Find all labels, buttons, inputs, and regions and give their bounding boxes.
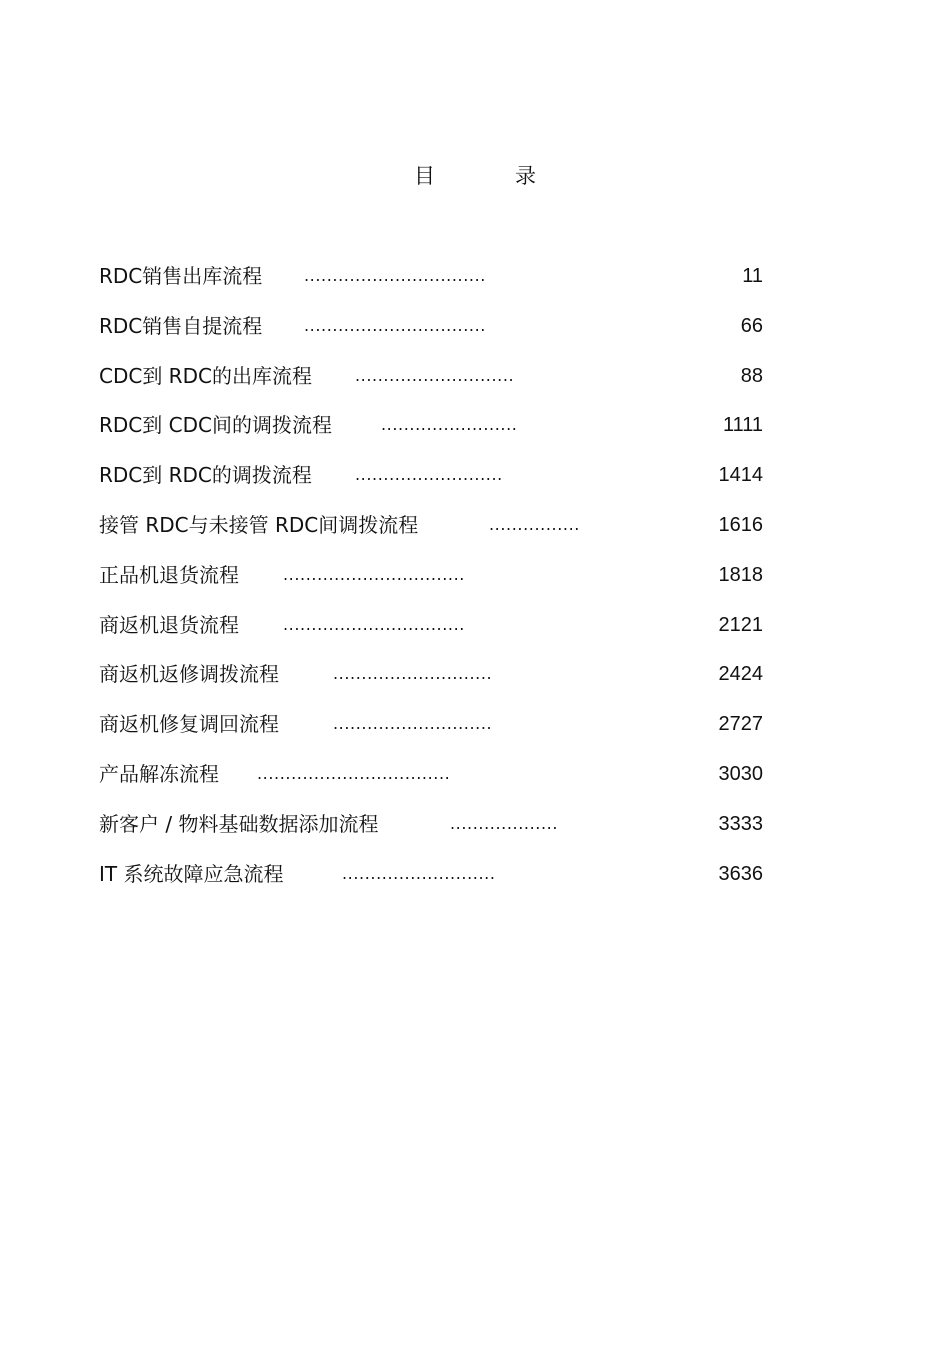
toc-entry[interactable] — [99, 611, 763, 661]
toc-entry[interactable] — [99, 312, 763, 362]
toc-entry-label: 商返机修复调回流程 — [99, 712, 279, 737]
toc-entry-leader: .................................. — [257, 763, 451, 783]
toc-entry-page-number: 1111 — [722, 414, 763, 437]
toc-entry-page-number: 2424 — [718, 663, 763, 686]
toc-entry-leader: ................... — [450, 813, 559, 833]
toc-entry-label: 新客户 / 物料基础数据添加流程 — [99, 811, 379, 836]
toc-entry-page-number: 3030 — [718, 762, 763, 785]
toc-heading — [0, 160, 950, 190]
toc-entry-leader: .......................... — [355, 465, 503, 485]
toc-entry-leader: ............................ — [355, 365, 515, 385]
toc-entry-leader: ................ — [489, 514, 580, 534]
toc-entry-label: 商返机返修调拨流程 — [99, 662, 279, 687]
toc-entry-label: CDC到 RDC的出库流程 — [99, 363, 312, 388]
toc-entry-page-number: 2727 — [718, 713, 763, 736]
toc-entry[interactable] — [99, 561, 763, 611]
toc-entry-label: 产品解冻流程 — [99, 761, 219, 786]
toc-entry-page-number: 1616 — [718, 513, 763, 536]
toc-entry-leader: ................................ — [283, 614, 465, 634]
toc-entry-leader: ................................ — [304, 315, 486, 335]
toc-entry-page-number: 88 — [740, 364, 763, 387]
toc-entry-leader: ........................ — [381, 415, 518, 435]
toc-entry-label: RDC销售自提流程 — [99, 313, 263, 338]
toc-entry[interactable] — [99, 411, 763, 461]
toc-entry-page-number: 11 — [742, 265, 763, 287]
toc-entry-label: 商返机退货流程 — [99, 612, 239, 637]
toc-entry[interactable] — [99, 362, 763, 412]
toc-entry[interactable] — [99, 810, 763, 860]
toc-entry-leader: ............................ — [333, 664, 493, 684]
toc-entry-label: IT 系统故障应急流程 — [99, 861, 284, 886]
toc-entry-label: 接管 RDC与未接管 RDC间调拨流程 — [99, 512, 419, 537]
toc-entry[interactable] — [99, 461, 763, 511]
toc-heading-char-2: 录 — [515, 164, 536, 188]
toc-entry[interactable] — [99, 710, 763, 760]
toc-entry-page-number: 1818 — [718, 563, 763, 586]
toc-entry-leader: ................................ — [304, 266, 486, 285]
toc-entry-page-number: 66 — [740, 314, 763, 337]
toc-entry-label: RDC销售出库流程 — [99, 264, 263, 288]
toc-entry[interactable] — [99, 860, 763, 910]
toc-entry[interactable] — [99, 262, 763, 312]
toc-entry[interactable] — [99, 511, 763, 561]
toc-entry-page-number: 1414 — [718, 464, 763, 487]
toc-entry-leader: ............................ — [333, 714, 493, 734]
toc-entry-label: 正品机退货流程 — [99, 562, 239, 587]
toc-entry-leader: ........................... — [342, 863, 496, 883]
toc-entry[interactable] — [99, 760, 763, 810]
toc-entry-label: RDC到 CDC间的调拨流程 — [99, 413, 332, 438]
toc-entry-leader: ................................ — [283, 564, 465, 584]
toc-list — [99, 262, 763, 909]
toc-entry-page-number: 3636 — [718, 862, 763, 885]
toc-entry-page-number: 3333 — [718, 812, 763, 835]
toc-heading-char-1: 目 — [414, 164, 435, 188]
toc-entry[interactable] — [99, 660, 763, 710]
toc-entry-label: RDC到 RDC的调拨流程 — [99, 463, 312, 488]
toc-entry-page-number: 2121 — [718, 613, 763, 636]
